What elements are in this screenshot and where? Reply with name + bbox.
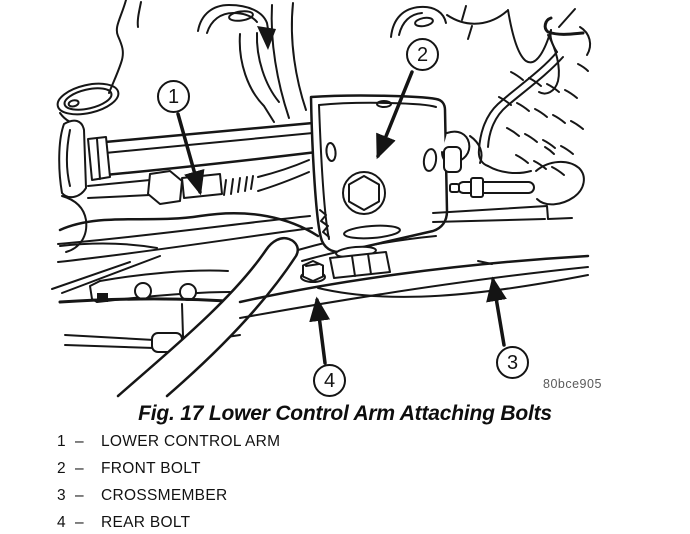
legend-number: 4 — [57, 514, 66, 531]
fender-liner-hatching — [499, 64, 588, 175]
legend-label: REAR BOLT — [101, 514, 191, 531]
front-bolt-mount — [311, 96, 447, 259]
legend-item-2 — [57, 460, 280, 487]
callout-marker-3: 3 — [496, 346, 529, 379]
legend-item-1 — [57, 433, 280, 460]
legend-number: 1 — [57, 433, 66, 450]
figure-legend — [57, 433, 280, 534]
legend-dash: – — [75, 514, 84, 531]
callout-marker-2: 2 — [406, 38, 439, 71]
legend-label: LOWER CONTROL ARM — [101, 433, 281, 450]
fender-liner — [462, 6, 590, 204]
legend-dash: – — [75, 487, 84, 504]
legend-label: CROSSMEMBER — [101, 487, 228, 504]
drawing-code: 80bce905 — [543, 377, 602, 391]
crossmember-lines — [240, 256, 588, 318]
legend-dash: – — [75, 460, 84, 477]
legend-number: 2 — [57, 460, 66, 477]
leader-arrow-4 — [317, 300, 325, 363]
callout-marker-4: 4 — [313, 364, 346, 397]
legend-label: FRONT BOLT — [101, 460, 201, 477]
rotor-ellipse — [55, 78, 122, 119]
figure-caption: Fig. 17 Lower Control Arm Attaching Bolts — [138, 402, 552, 425]
legend-item-4 — [57, 514, 280, 534]
lower-control-arm-lines — [52, 121, 318, 352]
legend-dash: – — [75, 433, 84, 450]
callout-marker-1: 1 — [157, 80, 190, 113]
legend-number: 3 — [57, 487, 66, 504]
legend-item-3 — [57, 487, 280, 514]
